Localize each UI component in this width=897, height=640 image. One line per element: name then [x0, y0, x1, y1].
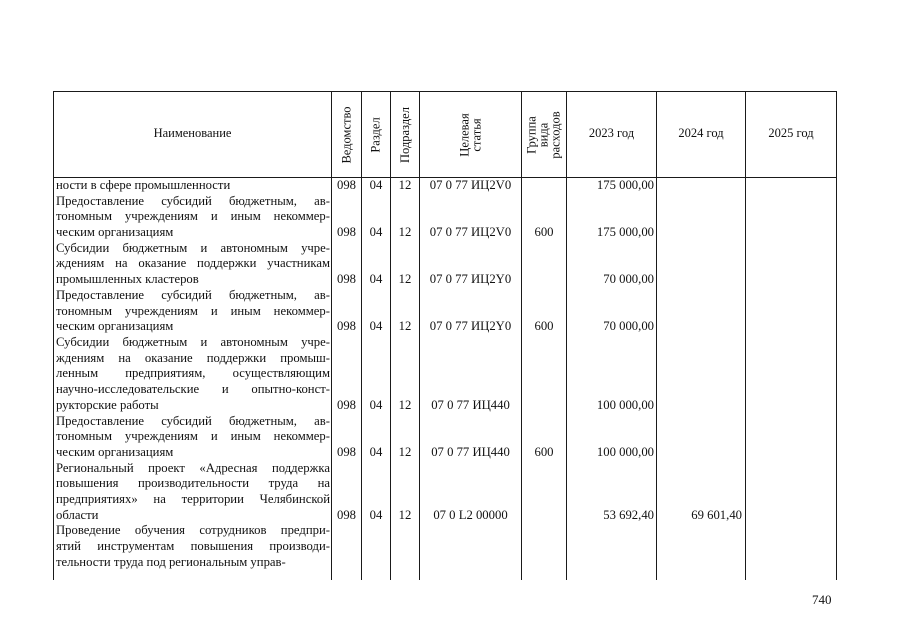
- cell-razdel: 04: [369, 444, 383, 459]
- row-name-line: ности в сфере промышленности: [56, 178, 231, 192]
- row-name: [56, 194, 330, 241]
- cell-ved: 098: [336, 178, 357, 192]
- cell-gruppa: 600: [534, 319, 554, 334]
- cell-celevaya: 07 0 L2 00000: [433, 507, 508, 522]
- cell-celevaya: 07 0 77 ИЦ2V0: [429, 178, 512, 192]
- row-name: [56, 414, 330, 461]
- cell-y2023: 100 000,00: [596, 397, 654, 412]
- row-name-line: Проведение обучения сотрудников предпри-: [56, 523, 330, 538]
- cell-ved: 098: [336, 272, 357, 287]
- row-name-line: Предоставление субсидий бюджетным, ав-: [56, 413, 330, 428]
- cell-ved: 098: [336, 444, 357, 459]
- cell-celevaya: 07 0 77 ИЦ2V0: [429, 225, 512, 240]
- cell-ved: 098: [336, 319, 357, 334]
- row-name-line: тономным учреждениям и иным некоммер-: [56, 429, 330, 444]
- cell-celevaya: 07 0 77 ИЦ2Y0: [429, 319, 512, 334]
- row-name-line: ческим организациям: [56, 225, 174, 240]
- cell-podrazdel: 12: [398, 225, 412, 240]
- cell-y2023: 100 000,00: [596, 444, 654, 459]
- cell-gruppa: 600: [534, 444, 554, 459]
- row-name-line: ленным предприятиям, осуществляющим: [56, 366, 330, 381]
- cell-y2023: 175 000,00: [596, 225, 654, 240]
- cell-celevaya: 07 0 77 ИЦ440: [431, 397, 510, 412]
- row-name: [56, 461, 330, 524]
- cell-podrazdel: 12: [398, 397, 412, 412]
- cell-razdel: 04: [369, 272, 383, 287]
- header-2023: 2023 год: [588, 126, 635, 140]
- row-name-line: повышения производительности труда на: [56, 476, 330, 491]
- row-name-line: Предоставление субсидий бюджетным, ав-: [56, 287, 330, 302]
- cell-podrazdel: 12: [398, 507, 412, 522]
- row-name-line: научно-исследовательские и опытно-конст-: [56, 382, 330, 397]
- row-name: [56, 241, 330, 288]
- row-name-line: Субсидии бюджетным и автономным учре-: [56, 240, 330, 255]
- row-name-line: тономным учреждениям и иным некоммер-: [56, 303, 330, 318]
- cell-podrazdel: 12: [398, 444, 412, 459]
- row-name-line: ждениям на оказание поддержки промыш-: [56, 350, 330, 365]
- cell-y2023: 53 692,40: [603, 507, 654, 522]
- header-podrazdel: Подраздел: [398, 106, 412, 163]
- header-razdel: Раздел: [369, 116, 384, 153]
- cell-podrazdel: 12: [398, 319, 412, 334]
- row-name: [56, 288, 330, 335]
- cell-gruppa: 600: [534, 225, 554, 240]
- row-name-line: ждениям на оказание поддержки участникам: [56, 256, 330, 271]
- header-gruppa: Группа вида расходов: [525, 110, 564, 159]
- row-name-line: ятий инструментам повышения производи-: [56, 539, 330, 554]
- row-name: [56, 178, 330, 194]
- col-border: [53, 91, 54, 580]
- cell-ved: 098: [336, 397, 357, 412]
- row-name-line: тельности труда под региональным управ-: [56, 554, 286, 569]
- col-border: [836, 91, 837, 580]
- cell-ved: 098: [336, 225, 357, 240]
- col-border: [566, 91, 567, 580]
- col-border: [656, 91, 657, 580]
- cell-y2024: 69 601,40: [691, 507, 742, 522]
- row-name: [56, 335, 330, 413]
- cell-razdel: 04: [369, 397, 383, 412]
- header-2025: 2025 год: [768, 126, 814, 140]
- cell-y2023: 175 000,00: [596, 178, 654, 192]
- cell-razdel: 04: [369, 178, 383, 192]
- row-name-line: Региональный проект «Адресная поддержка: [56, 460, 330, 475]
- page-number: 740: [812, 592, 832, 607]
- row-name-line: Предоставление субсидий бюджетным, ав-: [56, 193, 330, 208]
- cell-celevaya: 07 0 77 ИЦ440: [431, 444, 510, 459]
- row-name-line: Субсидии бюджетным и автономным учре-: [56, 335, 330, 349]
- row-name-line: предприятиях» на территории Челябинской: [56, 491, 330, 506]
- cell-celevaya: 07 0 77 ИЦ2Y0: [429, 272, 512, 287]
- row-name-line: области: [56, 507, 99, 522]
- row-name: [56, 523, 330, 570]
- row-name-line: тономным учреждениям и иным некоммер-: [56, 209, 330, 224]
- row-name-line: ческим организациям: [56, 319, 174, 334]
- cell-y2023: 70 000,00: [603, 272, 654, 287]
- cell-podrazdel: 12: [398, 178, 412, 192]
- cell-razdel: 04: [369, 225, 383, 240]
- cell-razdel: 04: [369, 507, 383, 522]
- header-name: Наименование: [153, 126, 232, 140]
- row-name-line: рукторские работы: [56, 397, 159, 412]
- cell-podrazdel: 12: [398, 272, 412, 287]
- header-vedomstvo: Ведомство: [339, 105, 354, 164]
- header-2024: 2024 год: [678, 126, 724, 140]
- header-celevaya: Целевая статья: [457, 112, 484, 157]
- row-name-line: ческим организациям: [56, 444, 174, 459]
- cell-ved: 098: [336, 507, 357, 522]
- col-border: [745, 91, 746, 580]
- cell-y2023: 70 000,00: [603, 319, 654, 334]
- cell-razdel: 04: [369, 319, 383, 334]
- row-name-line: промышленных кластеров: [56, 272, 199, 287]
